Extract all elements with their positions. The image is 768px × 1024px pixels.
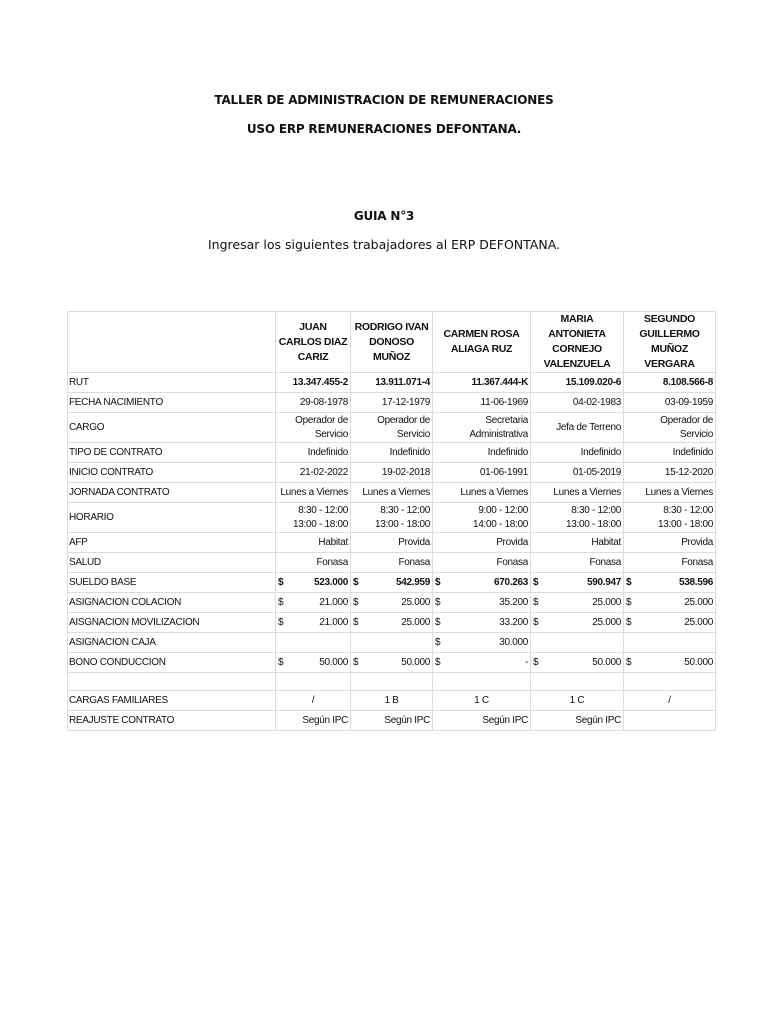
table-row — [68, 393, 716, 413]
amount-value: 25.000 — [592, 597, 621, 608]
table-row — [68, 483, 716, 503]
cell-afp: Provida — [624, 533, 716, 553]
cell-reajuste: Según IPC — [531, 711, 624, 731]
cell-tipo-contrato: Indefinido — [433, 443, 531, 463]
cell-cargo: Operador de Servicio — [276, 413, 351, 443]
cell-sueldo-base — [624, 573, 716, 593]
table-row — [68, 633, 716, 653]
row-label-bono-conduccion: BONO CONDUCCION — [68, 653, 276, 673]
cell-colacion — [624, 593, 716, 613]
currency-symbol: $ — [533, 617, 539, 628]
currency-symbol: $ — [533, 657, 539, 668]
cell-fecha-nacimiento: 11-06-1969 — [433, 393, 531, 413]
cell-caja — [624, 633, 716, 653]
worker-name-header: MARIA ANTONIETA CORNEJO VALENZUELA — [531, 312, 624, 373]
row-label-cargas: CARGAS FAMILIARES — [68, 691, 276, 711]
currency-symbol: $ — [435, 657, 441, 668]
table-row — [68, 593, 716, 613]
header-empty-cell — [68, 312, 276, 373]
amount-value: - — [524, 657, 528, 668]
table-row — [68, 463, 716, 483]
cell-salud: Fonasa — [276, 553, 351, 573]
workers-table — [67, 311, 716, 731]
table-row — [68, 443, 716, 463]
row-label-salud: SALUD — [68, 553, 276, 573]
row-label-rut: RUT — [68, 373, 276, 393]
cell-movilizacion — [433, 613, 531, 633]
cell-jornada: Lunes a Viernes — [531, 483, 624, 503]
horario-morning: 8:30 - 12:00 — [298, 504, 348, 516]
table-row — [68, 573, 716, 593]
cell-rut: 8.108.566-8 — [624, 373, 716, 393]
cell-inicio-contrato: 21-02-2022 — [276, 463, 351, 483]
currency-symbol: $ — [353, 577, 359, 588]
cell-colacion — [351, 593, 433, 613]
cell-cargo: Jefa de Terreno — [531, 413, 624, 443]
amount-value: 538.596 — [678, 577, 713, 588]
currency-symbol: $ — [533, 597, 539, 608]
amount-value: 33.200 — [499, 617, 528, 628]
row-label-tipo-contrato: TIPO DE CONTRATO — [68, 443, 276, 463]
cell-jornada: Lunes a Viernes — [351, 483, 433, 503]
currency-symbol: $ — [278, 577, 284, 588]
cell-tipo-contrato: Indefinido — [276, 443, 351, 463]
cell-movilizacion — [531, 613, 624, 633]
empty-cell — [276, 673, 351, 691]
guide-number: GUIA N°3 — [353, 209, 415, 223]
amount-value: 50.000 — [319, 657, 348, 668]
cell-cargas: / — [624, 691, 716, 711]
cell-sueldo-base — [351, 573, 433, 593]
table-row — [68, 503, 716, 533]
cell-bono-conduccion — [276, 653, 351, 673]
cell-salud: Fonasa — [433, 553, 531, 573]
table-row — [68, 653, 716, 673]
currency-symbol: $ — [533, 577, 539, 588]
cell-horario — [433, 503, 531, 533]
currency-symbol: $ — [626, 657, 632, 668]
cell-tipo-contrato: Indefinido — [531, 443, 624, 463]
cell-caja — [351, 633, 433, 653]
cell-fecha-nacimiento: 04-02-1983 — [531, 393, 624, 413]
table-row — [68, 613, 716, 633]
currency-symbol: $ — [435, 577, 441, 588]
table-row — [68, 312, 716, 373]
currency-symbol: $ — [435, 637, 441, 648]
cell-colacion — [531, 593, 624, 613]
cell-bono-conduccion — [531, 653, 624, 673]
cell-movilizacion — [276, 613, 351, 633]
cell-cargas: 1 B — [351, 691, 433, 711]
cell-tipo-contrato: Indefinido — [624, 443, 716, 463]
amount-value: 590.947 — [586, 577, 621, 588]
horario-morning: 9:00 - 12:00 — [478, 504, 528, 516]
table-row — [68, 691, 716, 711]
cell-tipo-contrato: Indefinido — [351, 443, 433, 463]
cell-fecha-nacimiento: 17-12-1979 — [351, 393, 433, 413]
empty-cell — [68, 673, 276, 691]
cell-cargas: / — [276, 691, 351, 711]
empty-cell — [351, 673, 433, 691]
currency-symbol: $ — [278, 657, 284, 668]
cell-movilizacion — [351, 613, 433, 633]
empty-cell — [433, 673, 531, 691]
cell-jornada: Lunes a Viernes — [624, 483, 716, 503]
cell-horario — [276, 503, 351, 533]
empty-cell — [624, 673, 716, 691]
cell-caja — [531, 633, 624, 653]
amount-value: 542.959 — [395, 577, 430, 588]
cell-rut: 15.109.020-6 — [531, 373, 624, 393]
table-row — [68, 373, 716, 393]
cell-salud: Fonasa — [624, 553, 716, 573]
amount-value: 25.000 — [684, 597, 713, 608]
row-label-jornada: JORNADA CONTRATO — [68, 483, 276, 503]
cell-sueldo-base — [433, 573, 531, 593]
cell-bono-conduccion — [624, 653, 716, 673]
horario-afternoon: 13:00 - 18:00 — [374, 518, 430, 530]
table-row — [68, 711, 716, 731]
amount-value: 50.000 — [592, 657, 621, 668]
table-row — [68, 533, 716, 553]
cell-inicio-contrato: 01-06-1991 — [433, 463, 531, 483]
amount-value: 21.000 — [319, 617, 348, 628]
amount-value: 25.000 — [592, 617, 621, 628]
amount-value: 25.000 — [684, 617, 713, 628]
amount-value: 25.000 — [401, 597, 430, 608]
cell-afp: Habitat — [276, 533, 351, 553]
cell-jornada: Lunes a Viernes — [276, 483, 351, 503]
amount-value: 21.000 — [319, 597, 348, 608]
cell-afp: Provida — [351, 533, 433, 553]
worker-name-header: JUAN CARLOS DIAZ CARIZ — [276, 312, 351, 373]
cell-bono-conduccion — [433, 653, 531, 673]
cell-horario — [531, 503, 624, 533]
row-label-movilizacion: AISGNACION MOVILIZACION — [68, 613, 276, 633]
document-title: TALLER DE ADMINISTRACION DE REMUNERACIONES — [214, 93, 554, 107]
amount-value: 50.000 — [401, 657, 430, 668]
currency-symbol: $ — [278, 597, 284, 608]
cell-rut: 13.911.071-4 — [351, 373, 433, 393]
amount-value: 35.200 — [499, 597, 528, 608]
row-label-reajuste: REAJUSTE CONTRATO — [68, 711, 276, 731]
cell-bono-conduccion — [351, 653, 433, 673]
cell-cargas: 1 C — [531, 691, 624, 711]
currency-symbol: $ — [278, 617, 284, 628]
cell-fecha-nacimiento: 03-09-1959 — [624, 393, 716, 413]
currency-symbol: $ — [435, 597, 441, 608]
cell-reajuste — [624, 711, 716, 731]
row-label-colacion: ASIGNACION COLACION — [68, 593, 276, 613]
currency-symbol: $ — [353, 657, 359, 668]
intro-text: Ingresar los siguientes trabajadores al ERP DEFONTANA. — [207, 237, 561, 252]
table-row — [68, 553, 716, 573]
row-label-cargo: CARGO — [68, 413, 276, 443]
empty-cell — [531, 673, 624, 691]
currency-symbol: $ — [435, 617, 441, 628]
horario-afternoon: 13:00 - 18:00 — [292, 518, 348, 530]
cell-horario — [351, 503, 433, 533]
worker-name-header: CARMEN ROSA ALIAGA RUZ — [433, 312, 531, 373]
cell-jornada: Lunes a Viernes — [433, 483, 531, 503]
currency-symbol: $ — [626, 617, 632, 628]
cell-afp: Provida — [433, 533, 531, 553]
cell-colacion — [276, 593, 351, 613]
cell-fecha-nacimiento: 29-08-1978 — [276, 393, 351, 413]
horario-afternoon: 13:00 - 18:00 — [657, 518, 713, 530]
horario-morning: 8:30 - 12:00 — [663, 504, 713, 516]
table-row — [68, 673, 716, 691]
horario-afternoon: 14:00 - 18:00 — [472, 518, 528, 530]
cell-cargas: 1 C — [433, 691, 531, 711]
worker-name-header: SEGUNDO GUILLERMO MUÑOZ VERGARA — [624, 312, 716, 373]
cell-sueldo-base — [531, 573, 624, 593]
table-row — [68, 413, 716, 443]
horario-morning: 8:30 - 12:00 — [380, 504, 430, 516]
cell-movilizacion — [624, 613, 716, 633]
cell-inicio-contrato: 15-12-2020 — [624, 463, 716, 483]
cell-inicio-contrato: 01-05-2019 — [531, 463, 624, 483]
cell-caja — [276, 633, 351, 653]
row-label-fecha-nacimiento: FECHA NACIMIENTO — [68, 393, 276, 413]
cell-cargo: Secretaria Administrativa — [433, 413, 531, 443]
amount-value: 670.263 — [493, 577, 528, 588]
cell-reajuste: Según IPC — [276, 711, 351, 731]
cell-rut: 11.367.444-K — [433, 373, 531, 393]
amount-value: 50.000 — [684, 657, 713, 668]
amount-value: 30.000 — [499, 637, 528, 648]
cell-caja — [433, 633, 531, 653]
horario-afternoon: 13:00 - 18:00 — [565, 518, 621, 530]
cell-afp: Habitat — [531, 533, 624, 553]
cell-colacion — [433, 593, 531, 613]
cell-inicio-contrato: 19-02-2018 — [351, 463, 433, 483]
cell-reajuste: Según IPC — [433, 711, 531, 731]
cell-salud: Fonasa — [531, 553, 624, 573]
worker-name-header: RODRIGO IVAN DONOSO MUÑOZ — [351, 312, 433, 373]
amount-value: 25.000 — [401, 617, 430, 628]
currency-symbol: $ — [353, 597, 359, 608]
row-label-horario: HORARIO — [68, 503, 276, 533]
currency-symbol: $ — [353, 617, 359, 628]
amount-value: 523.000 — [313, 577, 348, 588]
cell-sueldo-base — [276, 573, 351, 593]
cell-rut: 13.347.455-2 — [276, 373, 351, 393]
cell-horario — [624, 503, 716, 533]
row-label-inicio-contrato: INICIO CONTRATO — [68, 463, 276, 483]
cell-cargo: Operador de Servicio — [624, 413, 716, 443]
row-label-sueldo-base: SUELDO BASE — [68, 573, 276, 593]
row-label-afp: AFP — [68, 533, 276, 553]
currency-symbol: $ — [626, 577, 632, 588]
row-label-caja: ASIGNACION CAJA — [68, 633, 276, 653]
cell-salud: Fonasa — [351, 553, 433, 573]
currency-symbol: $ — [626, 597, 632, 608]
cell-cargo: Operador de Servicio — [351, 413, 433, 443]
document-subtitle: USO ERP REMUNERACIONES DEFONTANA. — [246, 122, 522, 136]
horario-morning: 8:30 - 12:00 — [571, 504, 621, 516]
cell-reajuste: Según IPC — [351, 711, 433, 731]
